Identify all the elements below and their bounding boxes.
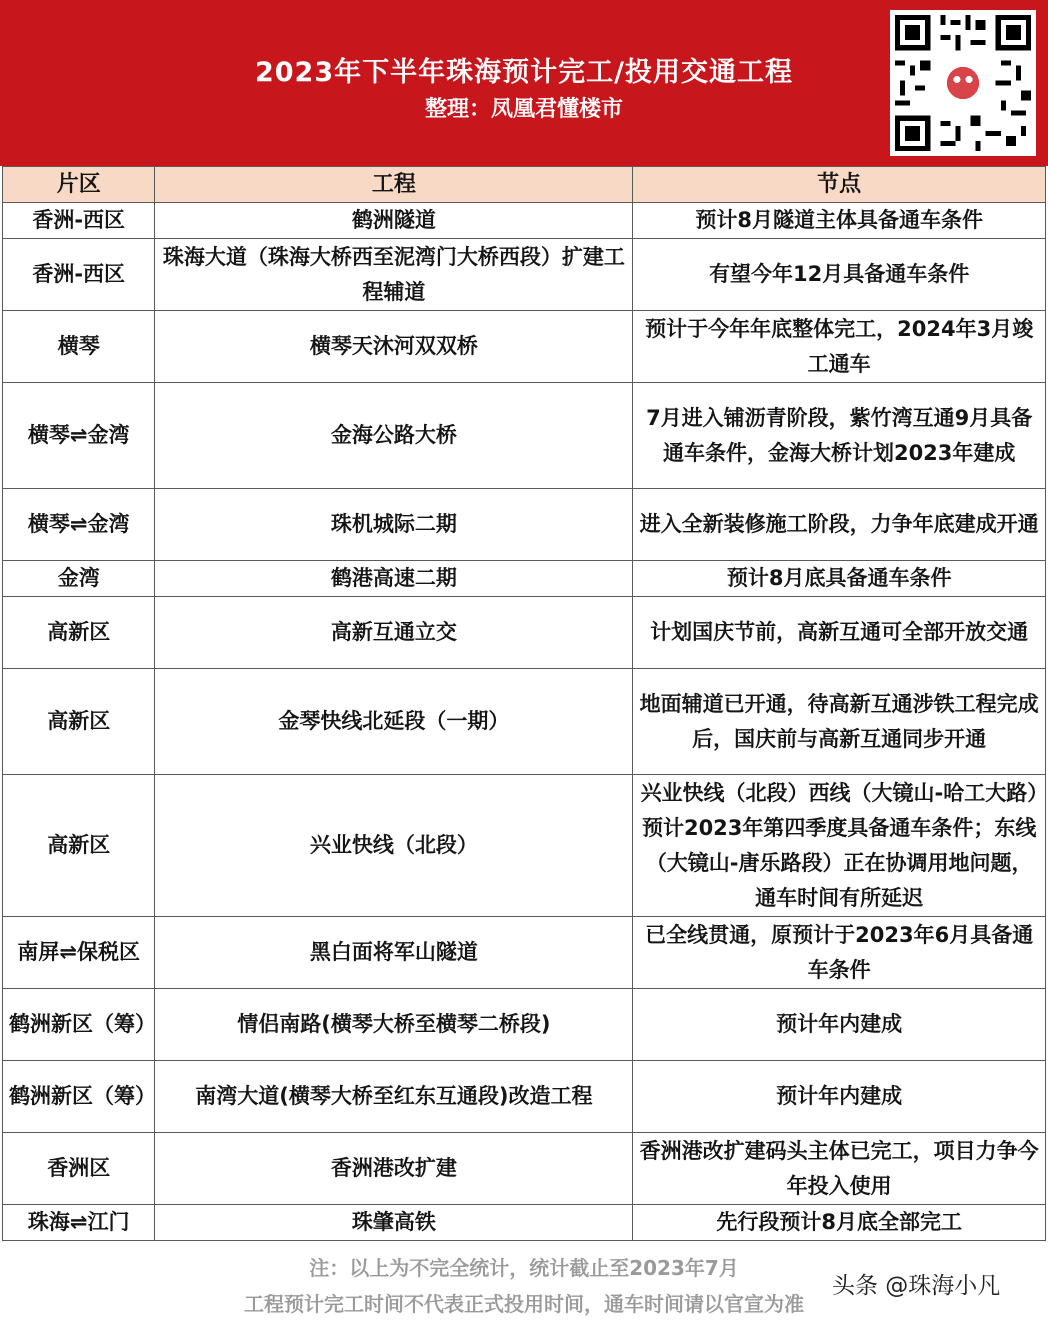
table-header-row (3, 167, 1046, 203)
cell-project: 情侣南路(横琴大桥至横琴二桥段) (155, 989, 633, 1061)
cell-project: 横琴天沐河双双桥 (155, 311, 633, 383)
author-credit: 头条 @珠海小凡 (832, 1273, 1001, 1299)
cell-node: 预计年内建成 (633, 989, 1046, 1061)
cell-project: 兴业快线（北段） (155, 775, 633, 917)
table-row (3, 383, 1046, 489)
column-header-area: 片区 (3, 167, 155, 203)
qr-code-icon (890, 10, 1036, 156)
cell-area: 横琴 (3, 311, 155, 383)
footer-note-line2: 工程预计完工时间不代表正式投用时间，通车时间请以官宣为准 (244, 1292, 804, 1316)
cell-node: 预计8月底具备通车条件 (633, 561, 1046, 597)
cell-area: 高新区 (3, 597, 155, 669)
column-header-project: 工程 (155, 167, 633, 203)
table-row (3, 917, 1046, 989)
cell-node: 先行段预计8月底全部完工 (633, 1205, 1046, 1241)
cell-project: 珠海大道（珠海大桥西至泥湾门大桥西段）扩建工程辅道 (155, 239, 633, 311)
table-row (3, 561, 1046, 597)
cell-node: 兴业快线（北段）西线（大镜山-哈工大路）预计2023年第四季度具备通车条件；东线（大镜山-唐乐路段）正在协调用地问题，通车时间有所延迟 (633, 775, 1046, 917)
cell-area: 香洲-西区 (3, 239, 155, 311)
table-row (3, 1205, 1046, 1241)
cell-area: 鹤洲新区（筹） (3, 989, 155, 1061)
table-row (3, 489, 1046, 561)
cell-area: 金湾 (3, 561, 155, 597)
cell-node: 地面辅道已开通，待高新互通涉铁工程完成后，国庆前与高新互通同步开通 (633, 669, 1046, 775)
cell-node: 进入全新装修施工阶段，力争年底建成开通 (633, 489, 1046, 561)
cell-project: 金琴快线北延段（一期） (155, 669, 633, 775)
cell-area: 高新区 (3, 775, 155, 917)
cell-project: 金海公路大桥 (155, 383, 633, 489)
cell-area: 香洲-西区 (3, 203, 155, 239)
header-banner (0, 0, 1048, 166)
page-title: 2023年下半年珠海预计完工/投用交通工程 (254, 57, 793, 88)
cell-project: 鹤港高速二期 (155, 561, 633, 597)
cell-project: 南湾大道(横琴大桥至红东互通段)改造工程 (155, 1061, 633, 1133)
column-header-node: 节点 (633, 167, 1046, 203)
table-row (3, 989, 1046, 1061)
cell-node: 预计8月隧道主体具备通车条件 (633, 203, 1046, 239)
projects-table (2, 166, 1046, 1241)
cell-node: 计划国庆节前，高新互通可全部开放交通 (633, 597, 1046, 669)
cell-project: 珠机城际二期 (155, 489, 633, 561)
cell-area: 鹤洲新区（筹） (3, 1061, 155, 1133)
page-subtitle: 整理：凤凰君懂楼市 (424, 97, 623, 122)
cell-project: 鹤洲隧道 (155, 203, 633, 239)
cell-area: 南屏⇌保税区 (3, 917, 155, 989)
cell-area: 横琴⇌金湾 (3, 383, 155, 489)
cell-area: 横琴⇌金湾 (3, 489, 155, 561)
table-row (3, 239, 1046, 311)
table-row (3, 775, 1046, 917)
cell-area: 香洲区 (3, 1133, 155, 1205)
cell-area: 珠海⇌江门 (3, 1205, 155, 1241)
cell-node: 预计于今年年底整体完工，2024年3月竣工通车 (633, 311, 1046, 383)
cell-node: 有望今年12月具备通车条件 (633, 239, 1046, 311)
cell-project: 高新互通立交 (155, 597, 633, 669)
cell-node: 7月进入铺沥青阶段，紫竹湾互通9月具备通车条件，金海大桥计划2023年建成 (633, 383, 1046, 489)
cell-node: 已全线贯通，原预计于2023年6月具备通车条件 (633, 917, 1046, 989)
table-row (3, 669, 1046, 775)
cell-area: 高新区 (3, 669, 155, 775)
cell-node: 预计年内建成 (633, 1061, 1046, 1133)
cell-node: 香洲港改扩建码头主体已完工，项目力争今年投入使用 (633, 1133, 1046, 1205)
table-row (3, 597, 1046, 669)
cell-project: 黑白面将军山隧道 (155, 917, 633, 989)
table-row (3, 311, 1046, 383)
table-row (3, 1133, 1046, 1205)
table-row (3, 1061, 1046, 1133)
table-row (3, 203, 1046, 239)
cell-project: 香洲港改扩建 (155, 1133, 633, 1205)
cell-project: 珠肇高铁 (155, 1205, 633, 1241)
footer-note-line1: 注：以上为不完全统计，统计截止至2023年7月 (309, 1256, 739, 1280)
